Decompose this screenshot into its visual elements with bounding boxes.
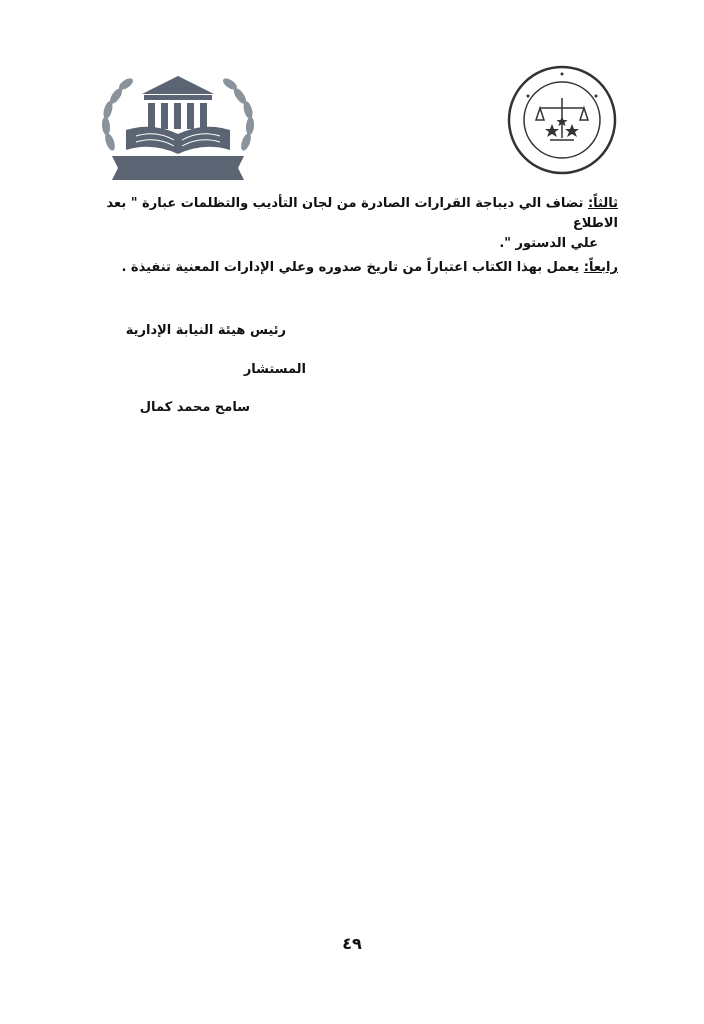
courthouse-logo-graphic xyxy=(96,72,260,184)
scales-stars-circular-seal xyxy=(506,64,618,176)
scales-seal-graphic xyxy=(506,64,618,176)
signatory-title: رئيس هيئة النيابة الإدارية xyxy=(125,323,286,338)
clause-four xyxy=(88,258,618,278)
clause-three-text: تضاف الي ديباجة القرارات الصادرة من لجان التأديب والتظلمات عبارة " بعد الاطلاع xyxy=(106,196,618,231)
signatory-name: سامح محمد كمال xyxy=(139,400,250,415)
clause-three xyxy=(98,194,618,254)
clause-four-text: يعمل بهذا الكتاب اعتباراً من تاريخ صدوره وعلي الإدارات المعنية تنفيذة . xyxy=(121,260,584,275)
page-number: ٤٩ xyxy=(342,934,362,953)
signatory-role: المستشار xyxy=(243,362,306,377)
clause-three-label: ثالثاً: xyxy=(587,196,618,211)
clause-four-label: رابعاً: xyxy=(583,260,618,275)
clause-three-text-continuation: علي الدستور ". xyxy=(499,236,598,251)
courthouse-book-laurel-logo xyxy=(96,72,260,184)
